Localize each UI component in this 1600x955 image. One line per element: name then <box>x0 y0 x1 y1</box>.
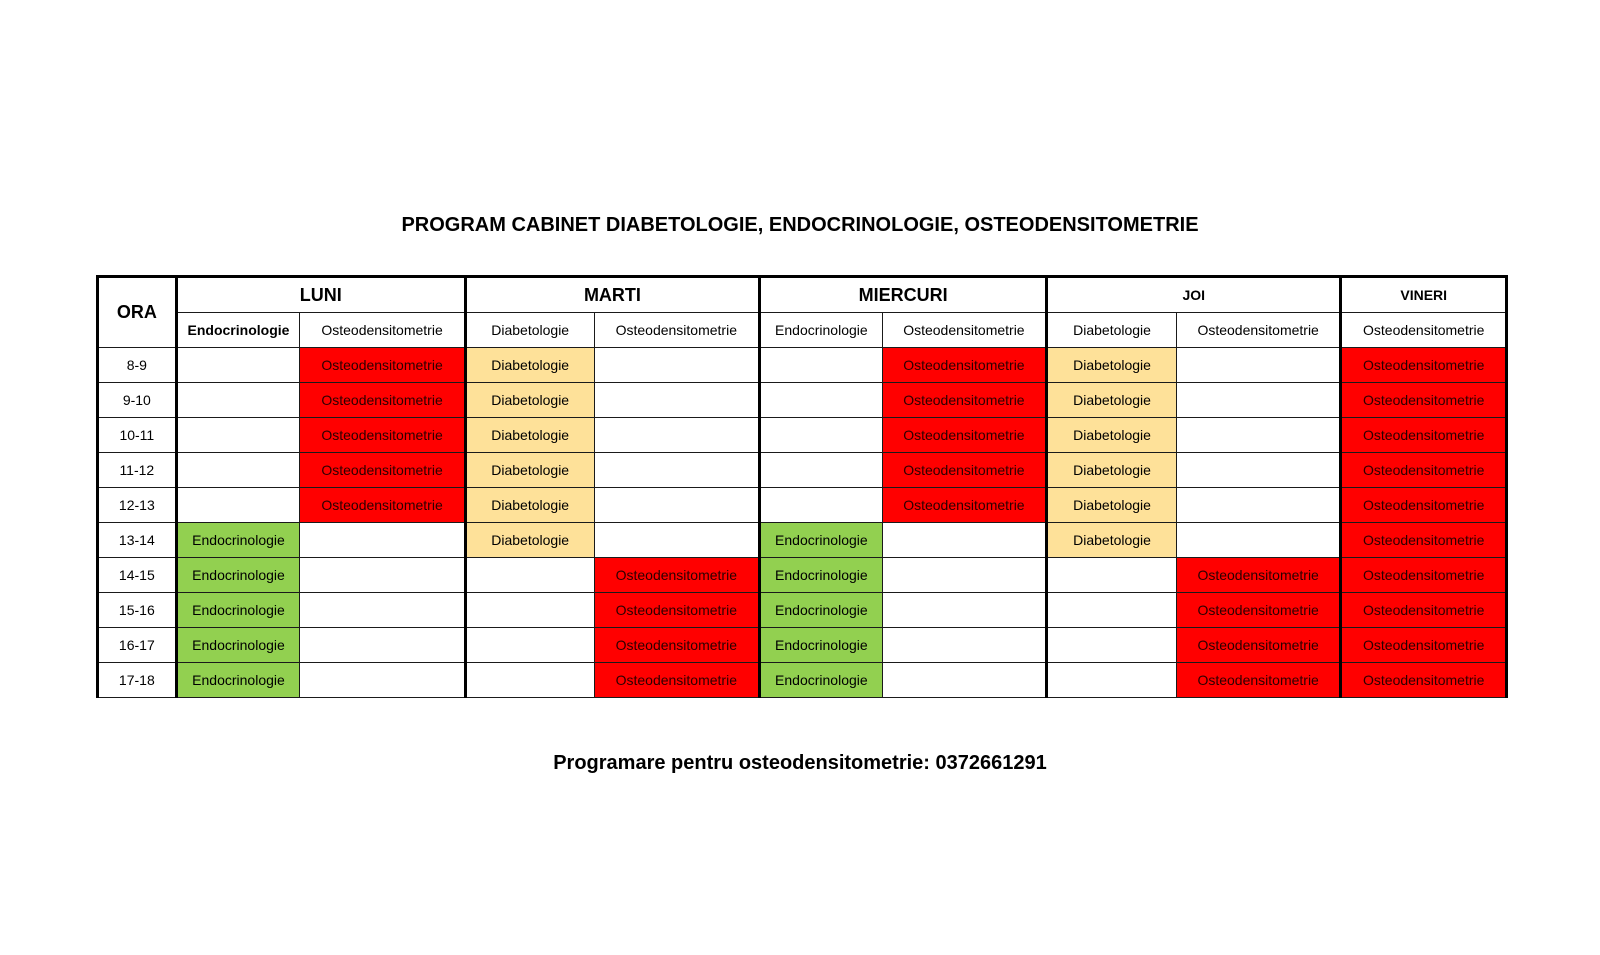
schedule-slot-empty <box>465 663 594 698</box>
schedule-slot-empty <box>1176 453 1341 488</box>
schedule-slot-empty <box>465 593 594 628</box>
schedule-slot-empty <box>882 558 1047 593</box>
schedule-slot-empty <box>760 488 883 523</box>
hour-cell: 8-9 <box>98 348 177 383</box>
schedule-slot-empty <box>594 488 760 523</box>
schedule-slot-empty <box>300 593 466 628</box>
schedule-slot-diabetologie: Diabetologie <box>1047 523 1177 558</box>
ora-header: ORA <box>98 277 177 348</box>
schedule-slot-empty <box>760 453 883 488</box>
schedule-slot-osteodensitometrie: Osteodensitometrie <box>594 628 760 663</box>
schedule-table <box>96 275 1508 698</box>
hour-cell: 11-12 <box>98 453 177 488</box>
schedule-slot-empty <box>594 418 760 453</box>
day-header-vineri: VINERI <box>1341 277 1507 313</box>
schedule-slot-empty <box>760 418 883 453</box>
schedule-slot-osteodensitometrie: Osteodensitometrie <box>594 558 760 593</box>
hour-cell: 12-13 <box>98 488 177 523</box>
schedule-slot-osteodensitometrie: Osteodensitometrie <box>300 488 466 523</box>
sub-header: Osteodensitometrie <box>594 313 760 348</box>
schedule-slot-empty <box>176 453 300 488</box>
day-header-marti: MARTI <box>465 277 759 313</box>
schedule-slot-empty <box>760 348 883 383</box>
schedule-slot-diabetologie: Diabetologie <box>465 348 594 383</box>
sub-header: Diabetologie <box>465 313 594 348</box>
schedule-slot-endocrinologie: Endocrinologie <box>176 558 300 593</box>
schedule-slot-diabetologie: Diabetologie <box>1047 383 1177 418</box>
hour-cell: 16-17 <box>98 628 177 663</box>
schedule-slot-osteodensitometrie: Osteodensitometrie <box>882 383 1047 418</box>
sub-header: Osteodensitometrie <box>882 313 1047 348</box>
schedule-slot-osteodensitometrie: Osteodensitometrie <box>1341 558 1507 593</box>
schedule-slot-diabetologie: Diabetologie <box>1047 348 1177 383</box>
schedule-slot-osteodensitometrie: Osteodensitometrie <box>1176 628 1341 663</box>
schedule-slot-endocrinologie: Endocrinologie <box>760 593 883 628</box>
schedule-slot-osteodensitometrie: Osteodensitometrie <box>882 488 1047 523</box>
schedule-slot-osteodensitometrie: Osteodensitometrie <box>1341 523 1507 558</box>
specialty-header-row <box>98 313 1507 348</box>
schedule-slot-empty <box>300 663 466 698</box>
schedule-slot-osteodensitometrie: Osteodensitometrie <box>1176 558 1341 593</box>
schedule-slot-empty <box>300 523 466 558</box>
schedule-slot-empty <box>760 383 883 418</box>
table-row <box>98 628 1507 663</box>
hour-cell: 9-10 <box>98 383 177 418</box>
sub-header: Endocrinologie <box>176 313 300 348</box>
day-header-luni: LUNI <box>176 277 465 313</box>
table-row <box>98 453 1507 488</box>
table-row <box>98 488 1507 523</box>
table-row <box>98 663 1507 698</box>
schedule-slot-empty <box>1176 418 1341 453</box>
schedule-slot-empty <box>1047 628 1177 663</box>
schedule-slot-osteodensitometrie: Osteodensitometrie <box>594 663 760 698</box>
schedule-slot-endocrinologie: Endocrinologie <box>760 663 883 698</box>
schedule-slot-empty <box>1176 348 1341 383</box>
schedule-slot-osteodensitometrie: Osteodensitometrie <box>1176 663 1341 698</box>
schedule-slot-empty <box>1176 383 1341 418</box>
schedule-slot-diabetologie: Diabetologie <box>1047 418 1177 453</box>
schedule-slot-endocrinologie: Endocrinologie <box>176 628 300 663</box>
schedule-slot-osteodensitometrie: Osteodensitometrie <box>300 348 466 383</box>
schedule-slot-endocrinologie: Endocrinologie <box>760 558 883 593</box>
schedule-slot-diabetologie: Diabetologie <box>465 418 594 453</box>
hour-cell: 10-11 <box>98 418 177 453</box>
schedule-slot-diabetologie: Diabetologie <box>1047 453 1177 488</box>
schedule-slot-osteodensitometrie: Osteodensitometrie <box>300 453 466 488</box>
table-row <box>98 418 1507 453</box>
appointment-phone: Programare pentru osteodensitometrie: 0372661291 <box>553 752 1047 774</box>
schedule-slot-endocrinologie: Endocrinologie <box>760 523 883 558</box>
table-row <box>98 383 1507 418</box>
sub-header: Osteodensitometrie <box>1341 313 1507 348</box>
schedule-slot-empty <box>882 523 1047 558</box>
schedule-slot-empty <box>594 453 760 488</box>
day-header-joi: JOI <box>1047 277 1341 313</box>
schedule-slot-empty <box>1047 558 1177 593</box>
schedule-slot-endocrinologie: Endocrinologie <box>176 663 300 698</box>
hour-cell: 17-18 <box>98 663 177 698</box>
schedule-slot-empty <box>176 418 300 453</box>
schedule-slot-diabetologie: Diabetologie <box>465 523 594 558</box>
schedule-slot-osteodensitometrie: Osteodensitometrie <box>1341 593 1507 628</box>
schedule-slot-osteodensitometrie: Osteodensitometrie <box>300 383 466 418</box>
schedule-slot-osteodensitometrie: Osteodensitometrie <box>1341 348 1507 383</box>
schedule-slot-osteodensitometrie: Osteodensitometrie <box>1341 453 1507 488</box>
schedule-slot-osteodensitometrie: Osteodensitometrie <box>1341 488 1507 523</box>
schedule-slot-empty <box>465 628 594 663</box>
schedule-slot-empty <box>465 558 594 593</box>
sub-header: Osteodensitometrie <box>300 313 466 348</box>
schedule-slot-osteodensitometrie: Osteodensitometrie <box>1341 628 1507 663</box>
schedule-slot-osteodensitometrie: Osteodensitometrie <box>300 418 466 453</box>
hour-cell: 15-16 <box>98 593 177 628</box>
schedule-slot-empty <box>594 348 760 383</box>
schedule-slot-empty <box>882 593 1047 628</box>
schedule-slot-osteodensitometrie: Osteodensitometrie <box>882 453 1047 488</box>
schedule-slot-empty <box>882 663 1047 698</box>
schedule-slot-empty <box>1047 663 1177 698</box>
sub-header: Endocrinologie <box>760 313 883 348</box>
hour-cell: 13-14 <box>98 523 177 558</box>
day-header-row <box>98 277 1507 313</box>
schedule-slot-osteodensitometrie: Osteodensitometrie <box>1341 418 1507 453</box>
schedule-slot-empty <box>594 523 760 558</box>
day-header-miercuri: MIERCURI <box>760 277 1047 313</box>
schedule-slot-osteodensitometrie: Osteodensitometrie <box>882 418 1047 453</box>
schedule-slot-osteodensitometrie: Osteodensitometrie <box>882 348 1047 383</box>
schedule-slot-empty <box>176 488 300 523</box>
schedule-slot-empty <box>1176 523 1341 558</box>
schedule-slot-empty <box>300 558 466 593</box>
schedule-slot-empty <box>1176 488 1341 523</box>
hour-cell: 14-15 <box>98 558 177 593</box>
schedule-slot-empty <box>176 348 300 383</box>
schedule-slot-empty <box>300 628 466 663</box>
schedule-slot-empty <box>176 383 300 418</box>
schedule-slot-diabetologie: Diabetologie <box>465 383 594 418</box>
schedule-slot-osteodensitometrie: Osteodensitometrie <box>1341 383 1507 418</box>
table-row <box>98 593 1507 628</box>
schedule-slot-endocrinologie: Endocrinologie <box>176 593 300 628</box>
table-row <box>98 558 1507 593</box>
schedule-slot-diabetologie: Diabetologie <box>465 453 594 488</box>
schedule-slot-diabetologie: Diabetologie <box>465 488 594 523</box>
table-row <box>98 523 1507 558</box>
schedule-body <box>98 348 1507 698</box>
schedule-slot-endocrinologie: Endocrinologie <box>176 523 300 558</box>
sub-header: Diabetologie <box>1047 313 1177 348</box>
schedule-slot-osteodensitometrie: Osteodensitometrie <box>594 593 760 628</box>
schedule-slot-endocrinologie: Endocrinologie <box>760 628 883 663</box>
schedule-slot-empty <box>594 383 760 418</box>
schedule-slot-diabetologie: Diabetologie <box>1047 488 1177 523</box>
page-title: PROGRAM CABINET DIABETOLOGIE, ENDOCRINOLOGIE, OSTEODENSITOMETRIE <box>401 214 1199 236</box>
sub-header: Osteodensitometrie <box>1176 313 1341 348</box>
schedule-slot-osteodensitometrie: Osteodensitometrie <box>1176 593 1341 628</box>
schedule-slot-osteodensitometrie: Osteodensitometrie <box>1341 663 1507 698</box>
table-row <box>98 348 1507 383</box>
schedule-slot-empty <box>882 628 1047 663</box>
schedule-slot-empty <box>1047 593 1177 628</box>
